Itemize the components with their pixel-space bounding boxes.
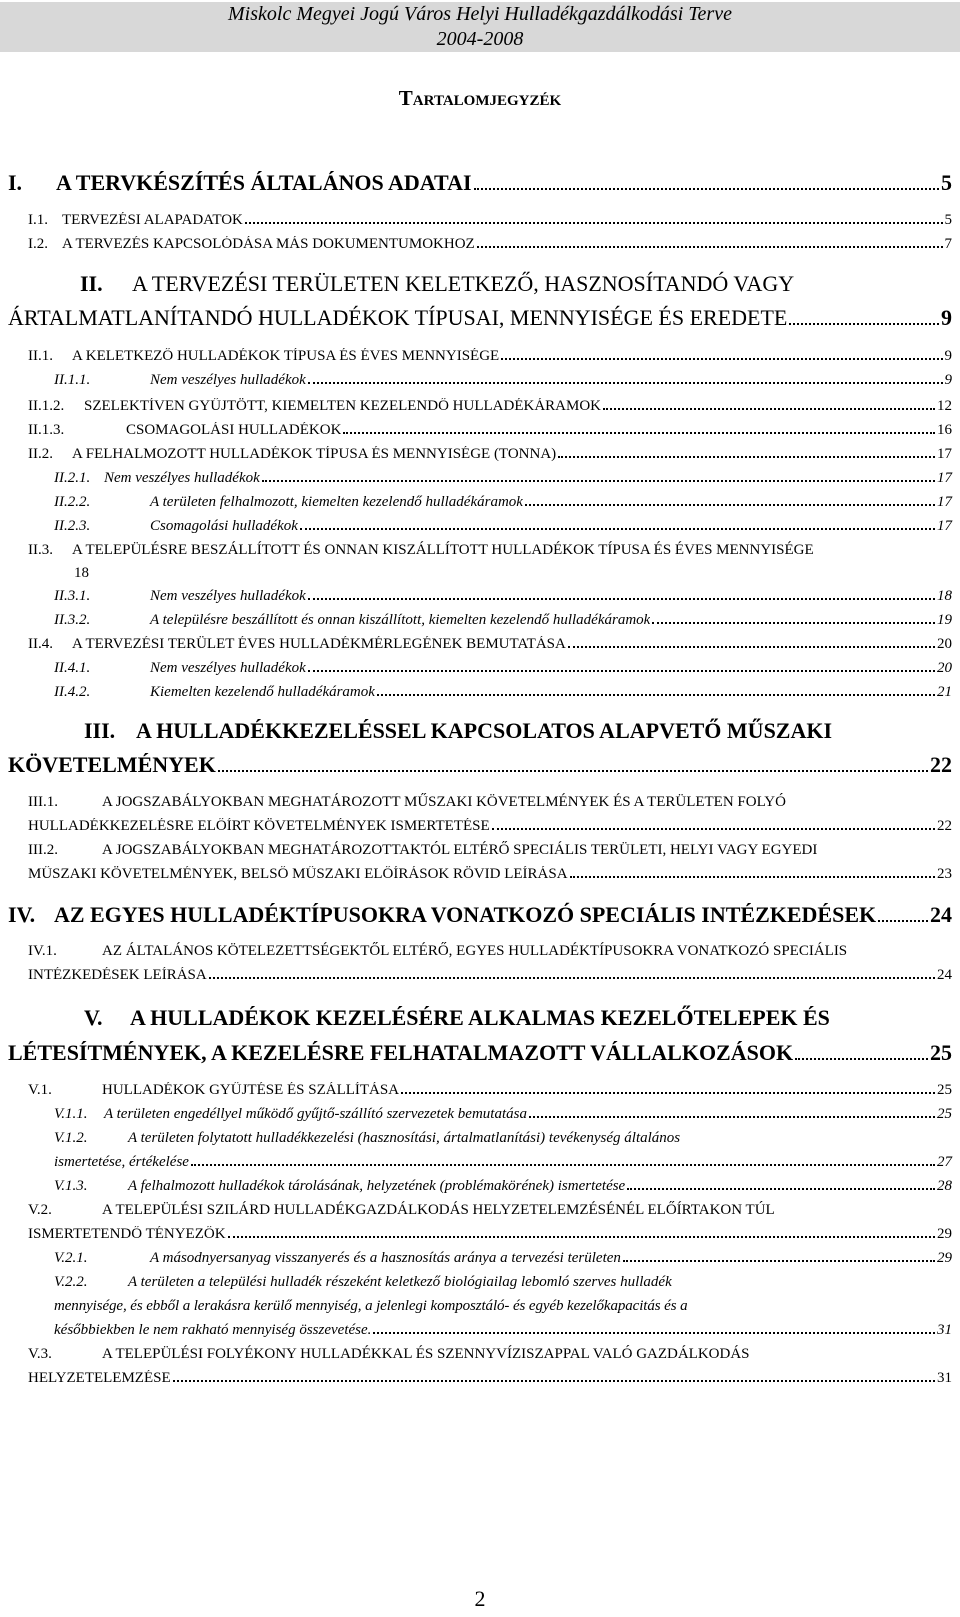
header-years: 2004-2008 — [436, 28, 524, 50]
toc-entry[interactable]: I. A TERVKÉSZÍTÉS ÁLTALÁNOS ADATAI 5 — [8, 170, 952, 195]
toc-entry[interactable]: II.2.3. Csomagolási hulladékok 17 — [54, 518, 952, 534]
toc-entry-line: III.1. A JOGSZABÁLYOKBAN MEGHATÁROZOTT MŰSZAKI KÖVETELMÉNYEK ÉS A TERÜLETEN FOLYÓ — [28, 794, 786, 810]
toc-entry[interactable]: I.1. TERVEZÉSI ALAPADATOK 5 — [28, 212, 952, 228]
toc-entry-line: III. A HULLADÉKKEZELÉSSEL KAPCSOLATOS ALAPVETŐ MŰSZAKI — [84, 718, 833, 743]
toc-entry[interactable]: HULLADÉKKEZELÉSRE ELŐÍRT KÖVETELMÉNYEK ISMERTETÉSE 22 — [28, 818, 952, 834]
toc-entry[interactable]: II.1.2. SZELEKTÍVEN GYŰJTÖTT, KIEMELTEN KEZELENDŐ HULLADÉKÁRAMOK 12 — [28, 398, 952, 414]
toc-entry[interactable]: V.1.1. A területen engedéllyel működő gyűjtő-szállító szervezetek bemutatása 25 — [54, 1106, 952, 1122]
toc-title: Tartalomjegyzék — [398, 86, 562, 110]
toc-entry[interactable]: II.1. A KELETKEZŐ HULLADÉKOK TÍPUSA ÉS ÉVES MENNYISÉGE 9 — [28, 348, 952, 364]
toc-entry-line: III.2. A JOGSZABÁLYOKBAN MEGHATÁROZOTTAKTÓL ELTÉRŐ SPECIÁLIS TERÜLETI, HELYI VAGY EGYEDI — [28, 842, 818, 858]
toc-entry-line: V.2.2. A területen a települési hulladék részeként keletkező biológiailag lebomló szerves hulladék — [54, 1274, 672, 1290]
toc-entry[interactable]: ISMERTETENDŐ TÉNYEZŐK 29 — [28, 1226, 952, 1242]
toc-entry[interactable]: KÖVETELMÉNYEK 22 — [8, 752, 952, 777]
toc-entry[interactable]: V.2.1. A másodnyersanyag visszanyerés és a hasznosítás aránya a tervezési területen 29 — [54, 1250, 952, 1266]
toc-entry-page: 18 — [74, 565, 89, 581]
toc-entry[interactable]: ÁRTALMATLANÍTANDÓ HULLADÉKOK TÍPUSAI, MENNYISÉGE ÉS EREDETE 9 — [8, 305, 952, 330]
toc-entry-line: IV.1. AZ ÁLTALÁNOS KÖTELEZETTSÉGEKTŐL ELTÉRŐ, EGYES HULLADÉKTÍPUSOKRA VONATKOZÓ SPECIÁLIS — [28, 943, 848, 959]
toc-entry[interactable]: II.3.1. Nem veszélyes hulladékok 18 — [54, 588, 952, 604]
toc-entry[interactable]: II.4. A TERVEZÉSI TERÜLET ÉVES HULLADÉKMÉRLEGÉNEK BEMUTATÁSA 20 — [28, 636, 952, 652]
toc-entry[interactable]: II.2. A FELHALMOZOTT HULLADÉKOK TÍPUSA ÉS MENNYISÉGE (TONNA) 17 — [28, 446, 952, 462]
toc-entry-line: V.2. A TELEPÜLÉSI SZILÁRD HULLADÉKGAZDÁLKODÁS HELYZETELEMZÉSÉNÉL ELŐÍRTAKON TÚL — [28, 1202, 775, 1218]
toc-entry-line: V.3. A TELEPÜLÉSI FOLYÉKONY HULLADÉKKAL ÉS SZENNYVÍZISZAPPAL VALÓ GAZDÁLKODÁS — [28, 1346, 750, 1362]
header-title: Miskolc Megyei Jogú Város Helyi Hulladékgazdálkodási Terve — [228, 3, 732, 25]
toc-entry[interactable]: LÉTESÍTMÉNYEK, A KEZELÉSRE FELHATALMAZOTT VÁLLALKOZÁSOK 25 — [8, 1040, 952, 1065]
toc-entry[interactable]: II.4.1. Nem veszélyes hulladékok 20 — [54, 660, 952, 676]
toc-entry[interactable]: V.1. HULLADÉKOK GYŰJTÉSE ÉS SZÁLLÍTÁSA 25 — [28, 1082, 952, 1098]
toc-entry-line: V. A HULLADÉKOK KEZELÉSÉRE ALKALMAS KEZELŐTELEPEK ÉS — [84, 1005, 830, 1030]
toc-entry-line: mennyisége, és ebből a lerakásra kerülő mennyiség, a jelenlegi komposztáló- és egyéb kezelőkapacitás és a — [54, 1298, 688, 1314]
toc-entry[interactable]: II.2.1. Nem veszélyes hulladékok 17 — [54, 470, 952, 486]
toc-entry[interactable]: HELYZETELEMZÉSE 31 — [28, 1370, 952, 1386]
toc-entry[interactable]: II.3. A TELEPÜLÉSRE BESZÁLLÍTOTT ÉS ONNAN KISZÁLLÍTOTT HULLADÉKOK TÍPUSA ÉS ÉVES MENNYISÉGE — [28, 542, 814, 558]
toc-entry[interactable]: ismertetése, értékelése 27 — [54, 1154, 952, 1170]
toc-entry[interactable]: II.3.2. A településre beszállított és onnan kiszállított, kiemelten kezelendő hulladékáramok 19 — [54, 612, 952, 628]
toc-entry[interactable]: IV. AZ EGYES HULLADÉKTÍPUSOKRA VONATKOZÓ SPECIÁLIS INTÉZKEDÉSEK 24 — [8, 902, 952, 927]
toc-entry[interactable]: V.1.3. A felhalmozott hulladékok tárolásának, helyzetének (problémakörének) ismertetése 28 — [54, 1178, 952, 1194]
toc-entry-line: II. A TERVEZÉSI TERÜLETEN KELETKEZŐ, HASZNOSÍTANDÓ VAGY — [80, 271, 795, 296]
toc-entry[interactable]: MŰSZAKI KÖVETELMÉNYEK, BELSŐ MŰSZAKI ELŐÍRÁSOK RÖVID LEÍRÁSA 23 — [28, 866, 952, 882]
toc-entry[interactable]: későbbiekben le nem rakható mennyiség összevetése. 31 — [54, 1322, 952, 1338]
toc-entry[interactable]: II.1.1. Nem veszélyes hulladékok 9 — [54, 372, 952, 388]
document-header — [0, 2, 960, 52]
toc-entry[interactable]: I.2. A TERVEZÉS KAPCSOLÓDÁSA MÁS DOKUMENTUMOKHOZ 7 — [28, 236, 952, 252]
toc-entry[interactable]: INTÉZKEDÉSEK LEÍRÁSA 24 — [28, 967, 952, 983]
toc-entry-line: V.1.2. A területen folytatott hulladékkezelési (hasznosítási, ártalmatlanítási) tevékenység általános — [54, 1130, 681, 1146]
page-number: 2 — [474, 1586, 486, 1611]
toc-entry[interactable]: II.4.2. Kiemelten kezelendő hulladékáramok 21 — [54, 684, 952, 700]
toc-entry[interactable]: II.2.2. A területen felhalmozott, kiemelten kezelendő hulladékáramok 17 — [54, 494, 952, 510]
toc-entry[interactable]: II.1.3. CSOMAGOLÁSI HULLADÉKOK 16 — [28, 422, 952, 438]
